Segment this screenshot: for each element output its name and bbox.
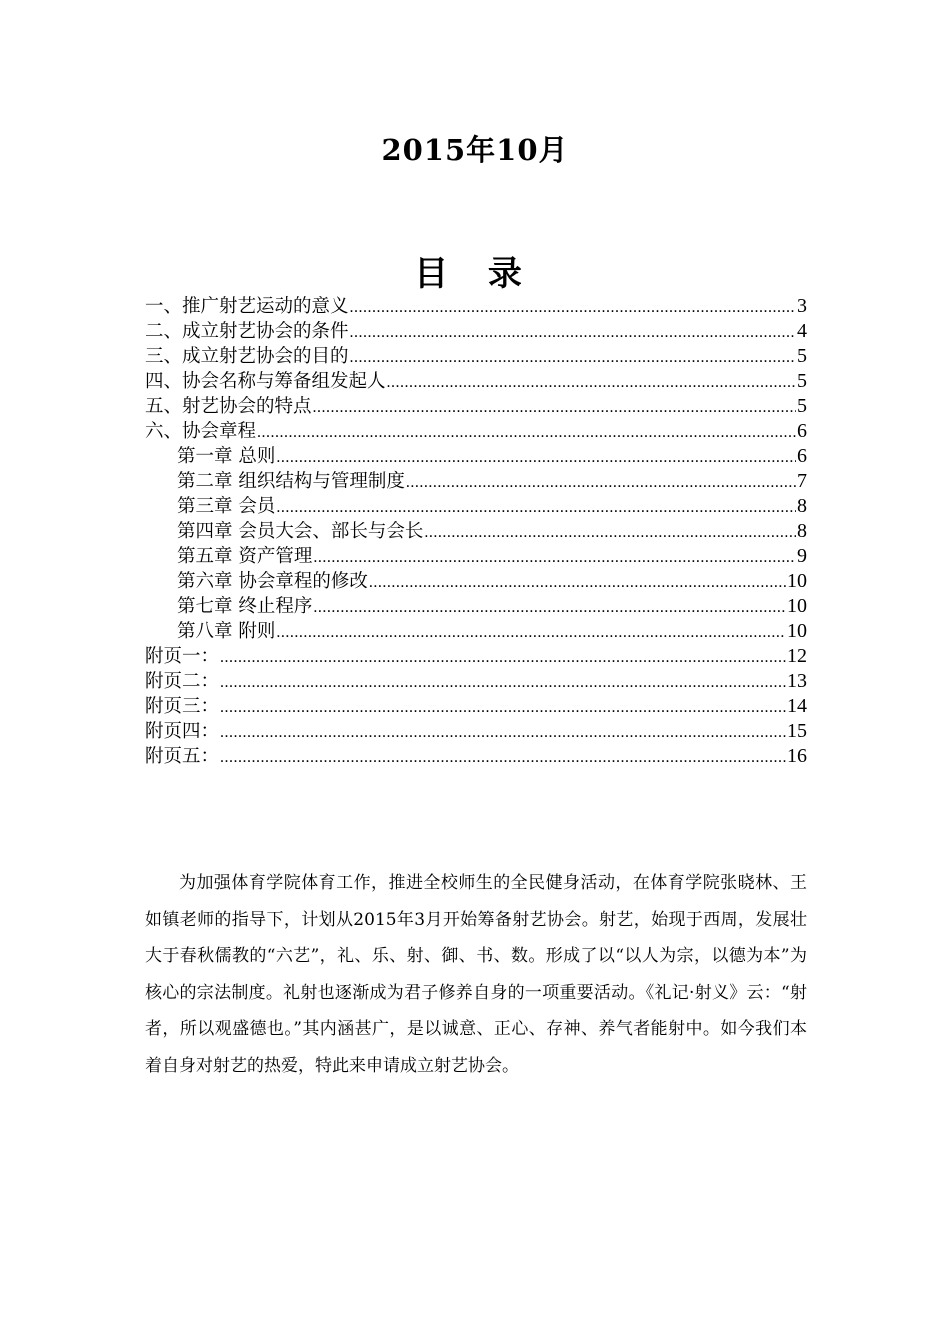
toc-entry-page-number: 5 xyxy=(797,370,807,392)
toc-entry-page-number: 13 xyxy=(787,670,807,692)
toc-entry-label: 三、成立射艺协会的目的 xyxy=(145,346,349,367)
toc-entry[interactable] xyxy=(145,294,807,319)
toc-entry-label: 第八章 附则 xyxy=(177,621,276,642)
toc-entry-page-number: 6 xyxy=(797,445,807,467)
toc-entry[interactable] xyxy=(145,444,807,469)
toc-entry-label: 第三章 会员 xyxy=(177,496,276,517)
toc-entry-page-number: 16 xyxy=(787,745,807,767)
toc-entry-label: 第一章 总则 xyxy=(177,446,276,467)
toc-leader-dots xyxy=(276,445,796,470)
toc-entry-page-number: 7 xyxy=(797,470,807,492)
toc-entry[interactable] xyxy=(145,544,807,569)
toc-leader-dots xyxy=(276,620,786,645)
toc-leader-dots xyxy=(350,320,796,345)
toc-entry-page-number: 10 xyxy=(787,595,807,617)
toc-entry-page-number: 9 xyxy=(797,545,807,567)
toc-leader-dots xyxy=(313,595,786,620)
toc-leader-dots xyxy=(313,545,796,570)
toc-entry[interactable] xyxy=(145,669,807,694)
toc-entry[interactable] xyxy=(145,644,807,669)
toc-entry[interactable] xyxy=(145,694,807,719)
toc-entry-page-number: 3 xyxy=(797,295,807,317)
toc-leader-dots xyxy=(220,670,786,695)
toc-entry[interactable] xyxy=(145,419,807,444)
toc-leader-dots xyxy=(350,295,796,320)
toc-leader-dots xyxy=(220,720,786,745)
toc-entry[interactable] xyxy=(145,344,807,369)
toc-entry-page-number: 8 xyxy=(797,495,807,517)
toc-entry-label: 第六章 协会章程的修改 xyxy=(177,571,368,592)
toc-entry-page-number: 5 xyxy=(797,395,807,417)
toc-leader-dots xyxy=(220,645,786,670)
toc-leader-dots xyxy=(220,745,786,770)
toc-entry-page-number: 12 xyxy=(787,645,807,667)
toc-entry-page-number: 10 xyxy=(787,570,807,592)
toc-entry[interactable] xyxy=(145,519,807,544)
toc-entry-page-number: 14 xyxy=(787,695,807,717)
toc-entry-label: 第二章 组织结构与管理制度 xyxy=(177,471,405,492)
toc-leader-dots xyxy=(369,570,786,595)
toc-entry-label: 二、成立射艺协会的条件 xyxy=(145,321,349,342)
toc-entry-label: 附页一： xyxy=(145,646,220,667)
toc-entry-label: 六、协会章程 xyxy=(145,421,257,442)
toc-entry-page-number: 8 xyxy=(797,520,807,542)
toc-leader-dots xyxy=(220,695,786,720)
toc-entry-label: 附页三： xyxy=(145,696,220,717)
toc-entry-page-number: 15 xyxy=(787,720,807,742)
table-of-contents xyxy=(145,294,807,769)
intro-paragraph: 为加强体育学院体育工作，推进全校师生的全民健身活动，在体育学院张晓林、王如镇老师的指导下，计划从2015年3月开始筹备射艺协会。射艺，始现于西周，发展壮大于春秋儒教的“六艺”，礼、乐、射、御、书、数。形成了以“以人为宗，以德为本”为核心的宗法制度。礼射也逐渐成为君子修养自身的一项重要活动。《礼记·射义》云：“射者，所以观盛德也。”其内涵甚广，是以诚意、正心、存神、养气者能射中。如今我们本着自身对射艺的热爱，特此来申请成立射艺协会。 xyxy=(145,873,807,1076)
toc-entry-label: 附页四： xyxy=(145,721,220,742)
toc-leader-dots xyxy=(406,470,796,495)
toc-leader-dots xyxy=(257,420,796,445)
toc-entry[interactable] xyxy=(145,369,807,394)
toc-title: 目 录 xyxy=(414,254,536,294)
toc-entry-label: 第七章 终止程序 xyxy=(177,596,313,617)
toc-entry-label: 四、协会名称与筹备组发起人 xyxy=(145,371,386,392)
toc-entry-label: 附页二： xyxy=(145,671,220,692)
toc-entry-page-number: 5 xyxy=(797,345,807,367)
toc-entry[interactable] xyxy=(145,569,807,594)
toc-entry[interactable] xyxy=(145,394,807,419)
document-date: 2015年10月 xyxy=(381,133,569,167)
toc-entry[interactable] xyxy=(145,319,807,344)
toc-leader-dots xyxy=(350,345,796,370)
toc-leader-dots xyxy=(276,495,796,520)
toc-entry-page-number: 10 xyxy=(787,620,807,642)
toc-entry-label: 附页五： xyxy=(145,746,220,767)
toc-entry[interactable] xyxy=(145,469,807,494)
toc-leader-dots xyxy=(387,370,796,395)
toc-entry-page-number: 4 xyxy=(797,320,807,342)
toc-entry[interactable] xyxy=(145,744,807,769)
toc-entry-label: 五、射艺协会的特点 xyxy=(145,396,312,417)
toc-entry[interactable] xyxy=(145,494,807,519)
toc-entry-label: 第四章 会员大会、部长与会长 xyxy=(177,521,424,542)
toc-leader-dots xyxy=(424,520,796,545)
toc-leader-dots xyxy=(313,395,796,420)
toc-entry-page-number: 6 xyxy=(797,420,807,442)
toc-entry-label: 第五章 资产管理 xyxy=(177,546,313,567)
toc-entry-label: 一、推广射艺运动的意义 xyxy=(145,296,349,317)
toc-entry[interactable] xyxy=(145,594,807,619)
toc-entry[interactable] xyxy=(145,719,807,744)
toc-entry[interactable] xyxy=(145,619,807,644)
